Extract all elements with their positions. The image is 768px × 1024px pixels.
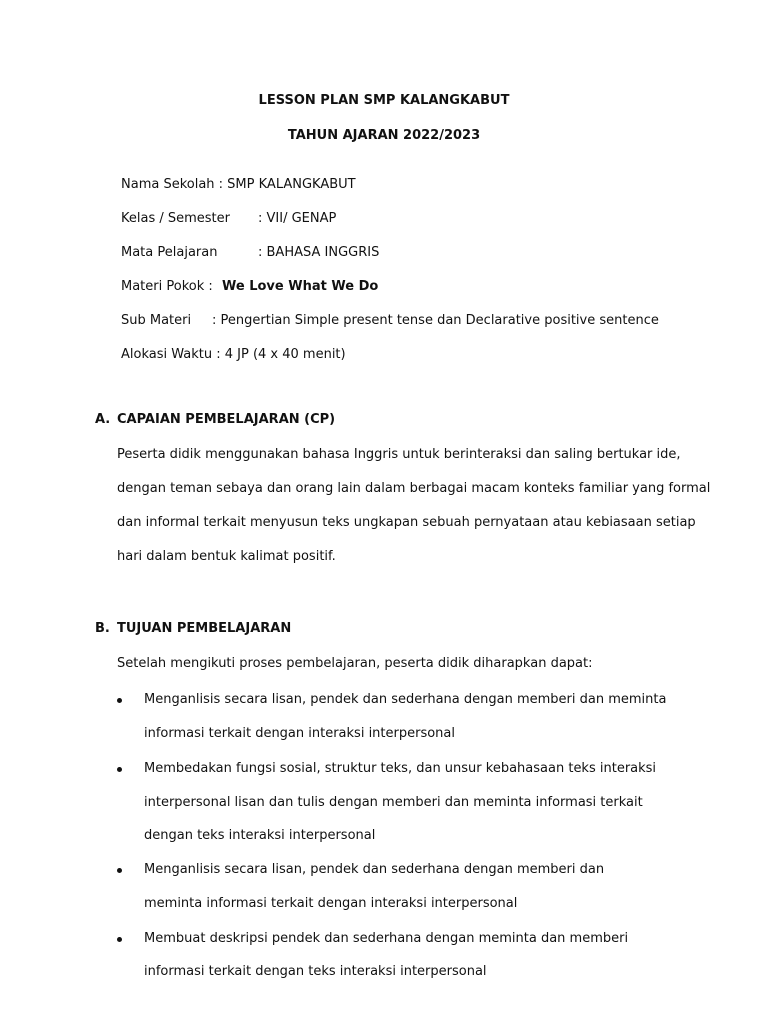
- class-value: : VII/ GENAP: [258, 211, 337, 226]
- topic-value: We Love What We Do: [222, 279, 379, 294]
- class-label: Kelas / Semester: [121, 211, 230, 226]
- bullet-icon: [117, 767, 122, 772]
- subtopic-label: Sub Materi: [121, 313, 192, 328]
- bullet-line: informasi terkait dengan interaksi interpersonal: [144, 726, 456, 741]
- time-allocation: Alokasi Waktu : 4 JP (4 x 40 menit): [121, 347, 346, 362]
- subtopic-value: : Pengertian Simple present tense dan Declarative positive sentence: [212, 313, 659, 328]
- bullet-line: interpersonal lisan dan tulis dengan memberi dan meminta informasi terkait: [144, 795, 643, 810]
- subject-value: : BAHASA INGGRIS: [258, 245, 380, 260]
- topic-label: Materi Pokok :: [121, 279, 213, 294]
- section-a-line: dengan teman sebaya dan orang lain dalam berbagai macam konteks familiar yang formal: [117, 481, 711, 496]
- bullet-icon: [117, 868, 122, 873]
- bullet-line: Menganlisis secara lisan, pendek dan sederhana dengan memberi dan meminta: [144, 692, 667, 707]
- section-b-letter: B.: [95, 621, 110, 636]
- section-a-line: Peserta didik menggunakan bahasa Inggris untuk berinteraksi dan saling bertukar ide,: [117, 447, 681, 462]
- section-a-line: hari dalam bentuk kalimat positif.: [117, 549, 336, 564]
- school-name: Nama Sekolah : SMP KALANGKABUT: [121, 177, 356, 192]
- bullet-line: Menganlisis secara lisan, pendek dan sederhana dengan memberi dan: [144, 862, 605, 877]
- bullet-icon: [117, 937, 122, 942]
- bullet-line: informasi terkait dengan teks interaksi interpersonal: [144, 964, 487, 979]
- bullet-line: Membedakan fungsi sosial, struktur teks, dan unsur kebahasaan teks interaksi: [144, 761, 657, 776]
- bullet-line: Membuat deskripsi pendek dan sederhana dengan meminta dan memberi: [144, 931, 629, 946]
- section-a-letter: A.: [95, 412, 111, 427]
- document-subtitle: TAHUN AJARAN 2022/2023: [287, 128, 481, 143]
- subject-label: Mata Pelajaran: [121, 245, 218, 260]
- document-title: LESSON PLAN SMP KALANGKABUT: [258, 93, 510, 108]
- bullet-line: dengan teks interaksi interpersonal: [144, 828, 376, 843]
- section-b-intro: Setelah mengikuti proses pembelajaran, peserta didik diharapkan dapat:: [117, 656, 593, 671]
- bullet-line: meminta informasi terkait dengan interaksi interpersonal: [144, 896, 518, 911]
- bullet-icon: [117, 698, 122, 703]
- section-a-heading: CAPAIAN PEMBELAJARAN (CP): [117, 412, 336, 427]
- section-b-heading: TUJUAN PEMBELAJARAN: [117, 621, 292, 636]
- section-a-line: dan informal terkait menyusun teks ungkapan sebuah pernyataan atau kebiasaan setiap: [117, 515, 696, 530]
